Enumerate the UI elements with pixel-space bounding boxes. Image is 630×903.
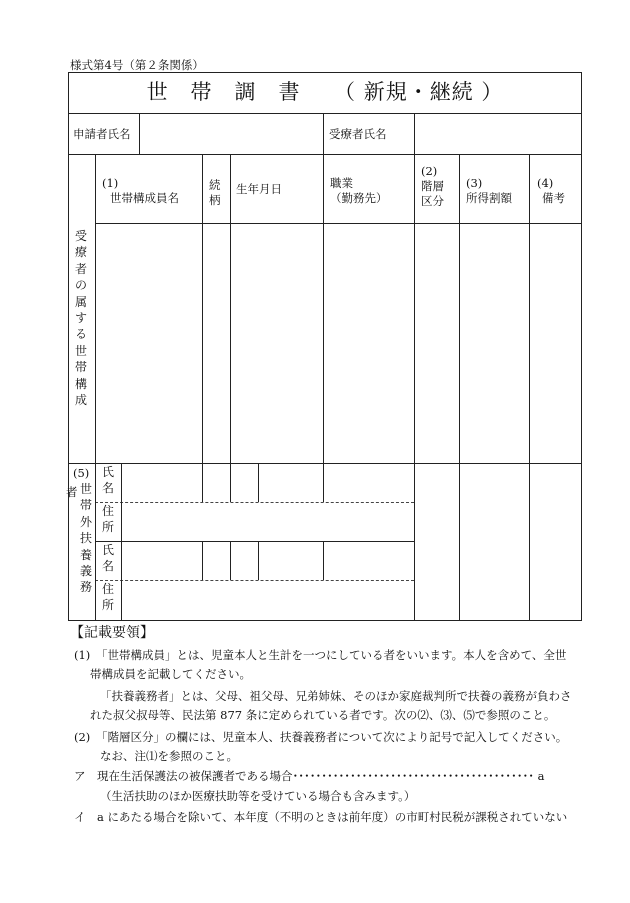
applicant-label: 申請者氏名 xyxy=(73,127,131,141)
income-header: 所得割額 xyxy=(466,191,512,205)
income-number: (3) xyxy=(466,176,483,190)
supporter1-address-label: 住 所 xyxy=(101,504,114,535)
guideline-line: (2) 「階層区分」の欄には、児童本人、扶養義務者について次により記号で記入してください。 xyxy=(74,730,568,744)
supporter2-address-field[interactable] xyxy=(122,581,414,620)
supporters-side-label-extra: 者 xyxy=(66,485,78,499)
guideline-line: イ a にあたる場合を除いて、本年度（不明のときは前年度）の市町村民税が課税されていない xyxy=(74,810,568,824)
frame-top xyxy=(68,72,582,73)
guideline-line: 「扶養義務者」とは、父母、祖父母、兄弟姉妹、そのほか家庭裁判所で扶養の義務が負わさ xyxy=(100,689,572,703)
notes-header: 備考 xyxy=(542,191,565,205)
supporter1-address-field[interactable] xyxy=(122,503,414,541)
guideline-line: れた叔父叔母等、民法第 877 条に定められている者です。次の⑵、⑶、⑸で参照のこと。 xyxy=(90,708,556,722)
vrule-birth-mid-2 xyxy=(258,541,259,580)
rule-below-applicant xyxy=(68,154,582,155)
vrule-relation-end-2 xyxy=(230,541,231,580)
vrule-tier-end xyxy=(459,154,460,620)
occupation-header-1: 職業 xyxy=(330,176,353,190)
col1-header: 世帯構成員名 xyxy=(110,191,179,205)
frame-bottom xyxy=(68,620,582,621)
page-title: 世 帯 調 書 （ 新規・継続 ） xyxy=(146,80,504,104)
supporter2-name-label: 氏 名 xyxy=(101,543,114,574)
vrule-income-end xyxy=(529,154,530,620)
supporter2-name-field[interactable] xyxy=(122,542,202,580)
vrule-birth-mid xyxy=(258,463,259,502)
vrule-birth-end-2 xyxy=(323,541,324,580)
occupation-header-2: （勤務先） xyxy=(330,191,388,205)
patient-name-field[interactable] xyxy=(415,114,581,154)
supporter1-name-field[interactable] xyxy=(122,464,202,502)
tier-number: (2) xyxy=(421,164,438,178)
section5-number: (5) xyxy=(73,466,90,480)
vrule-name-end-2 xyxy=(202,541,203,580)
household-members-area[interactable] xyxy=(96,224,414,463)
patient-label: 受療者氏名 xyxy=(329,127,387,141)
guideline-line: ア 現在生活保護法の被保護者である場合･･････････････････････････････････････････ a xyxy=(74,769,545,783)
supporters-side-label: 世 帯 外 扶 養 義 務 xyxy=(79,482,92,595)
supporter1-name-label: 氏 名 xyxy=(101,465,114,496)
guideline-line: なお、注⑴を参照のこと。 xyxy=(100,749,238,763)
guidelines-heading: 【記載要領】 xyxy=(70,625,154,641)
relation-header-1: 続 xyxy=(209,178,221,192)
tier-header-2: 区分 xyxy=(421,194,444,208)
birthdate-header: 生年月日 xyxy=(236,182,282,196)
tier-header-1: 階層 xyxy=(421,179,444,193)
form-number: 様式第4号（第２条関係） xyxy=(70,58,204,72)
household-side-label: 受 療 者 の 属 す る 世 帯 構 成 xyxy=(74,229,87,407)
vrule-patient-start xyxy=(323,113,324,154)
guideline-line: 帯構成員を記載してください。 xyxy=(90,667,251,681)
vrule-occupation-end xyxy=(414,154,415,620)
guideline-line: （生活扶助のほか医療扶助等を受けている場合も含みます。） xyxy=(100,789,416,803)
relation-header-2: 柄 xyxy=(209,193,221,207)
applicant-name-field[interactable] xyxy=(140,114,323,154)
notes-number: (4) xyxy=(537,176,554,190)
col1-number: (1) xyxy=(102,176,119,190)
guideline-line: (1) 「世帯構成員」とは、児童本人と生計を一つにしている者をいいます。本人を含めて、全世 xyxy=(74,648,567,662)
supporter2-address-label: 住 所 xyxy=(101,582,114,613)
